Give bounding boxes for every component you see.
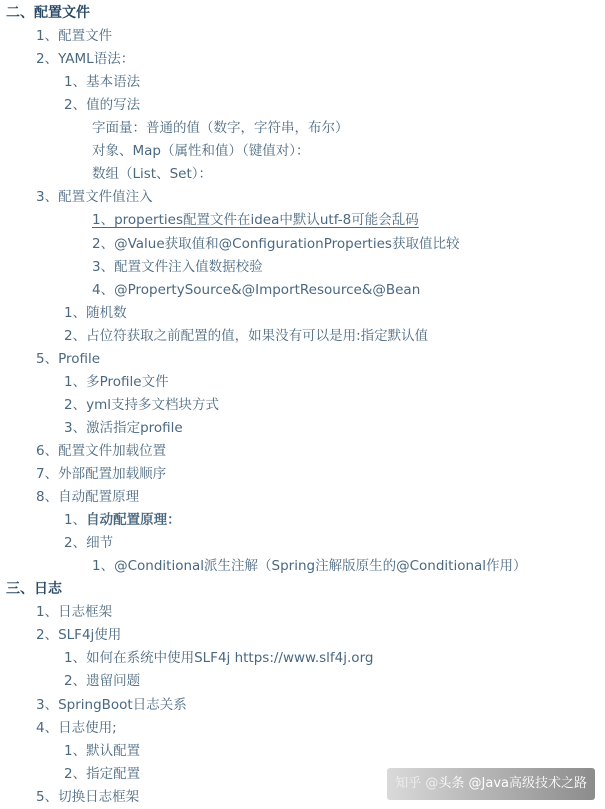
toc-item: 2、YAML语法：	[36, 51, 135, 68]
toc-item: 2、指定配置	[64, 765, 141, 782]
toc-item[interactable]: 1、properties配置文件在idea中默认utf-8可能会乱码	[92, 212, 419, 229]
watermark-text: 头条 @Java高级技术之路	[438, 776, 587, 791]
toc-item: 2、yml支持多文档块方式	[64, 396, 219, 413]
toc-item: 数组（List、Set）：	[92, 166, 213, 183]
toc-item: 1、基本语法	[64, 74, 141, 91]
watermark-faint-text: 知乎 @	[395, 776, 439, 791]
toc-item: 7、外部配置加载顺序	[36, 466, 167, 482]
toc-item: 字面量：普通的值（数字，字符串，布尔）	[92, 120, 349, 137]
toc-item: 5、切换日志框架	[36, 788, 140, 805]
toc-item: 2、遗留问题	[64, 673, 141, 690]
toc-heading: 三、日志	[6, 581, 62, 598]
toc-item: 4、日志使用;	[36, 719, 117, 736]
toc-item: 1、默认配置	[64, 742, 141, 759]
toc-heading: 二、配置文件	[6, 5, 90, 21]
toc-item: 8、自动配置原理	[36, 489, 140, 506]
toc-item: 1、配置文件	[36, 28, 113, 45]
toc-item: 2、细节	[64, 535, 114, 552]
toc-item: 2、SLF4j使用	[36, 627, 122, 644]
watermark	[387, 768, 595, 800]
toc-item: 1、日志框架	[36, 604, 113, 621]
toc-item: 3、配置文件注入值数据校验	[92, 258, 263, 275]
toc-item: 2、占位符获取之前配置的值，如果没有可以是用:指定默认值	[64, 327, 429, 344]
toc-item: 2、@Value获取值和@ConfigurationProperties获取值比较	[92, 235, 460, 252]
toc-item: 1、如何在系统中使用SLF4j https://www.slf4j.org	[64, 650, 374, 667]
toc-item: 1、多Profile文件	[64, 373, 169, 390]
toc-item: 2、值的写法	[64, 97, 141, 114]
toc-item: 3、激活指定profile	[64, 419, 183, 436]
toc-item: 5、Profile	[36, 350, 101, 367]
toc-item: 3、SpringBoot日志关系	[36, 696, 187, 713]
toc-item: 3、配置文件值注入	[36, 189, 153, 206]
toc-item: 4、@PropertySource&@ImportResource&@Bean	[92, 281, 421, 298]
toc-item: 对象、Map（属性和值）（键值对）：	[92, 143, 310, 160]
toc-item-bold-label: 自动配置原理：	[86, 512, 181, 529]
toc-item	[64, 509, 181, 532]
toc-item-number: 1、	[64, 512, 87, 529]
toc-item: 1、随机数	[64, 304, 127, 321]
toc-item: 1、@Conditional派生注解（Spring注解版原生的@Conditional作用）	[92, 558, 527, 575]
toc-item: 6、配置文件加载位置	[36, 442, 167, 459]
